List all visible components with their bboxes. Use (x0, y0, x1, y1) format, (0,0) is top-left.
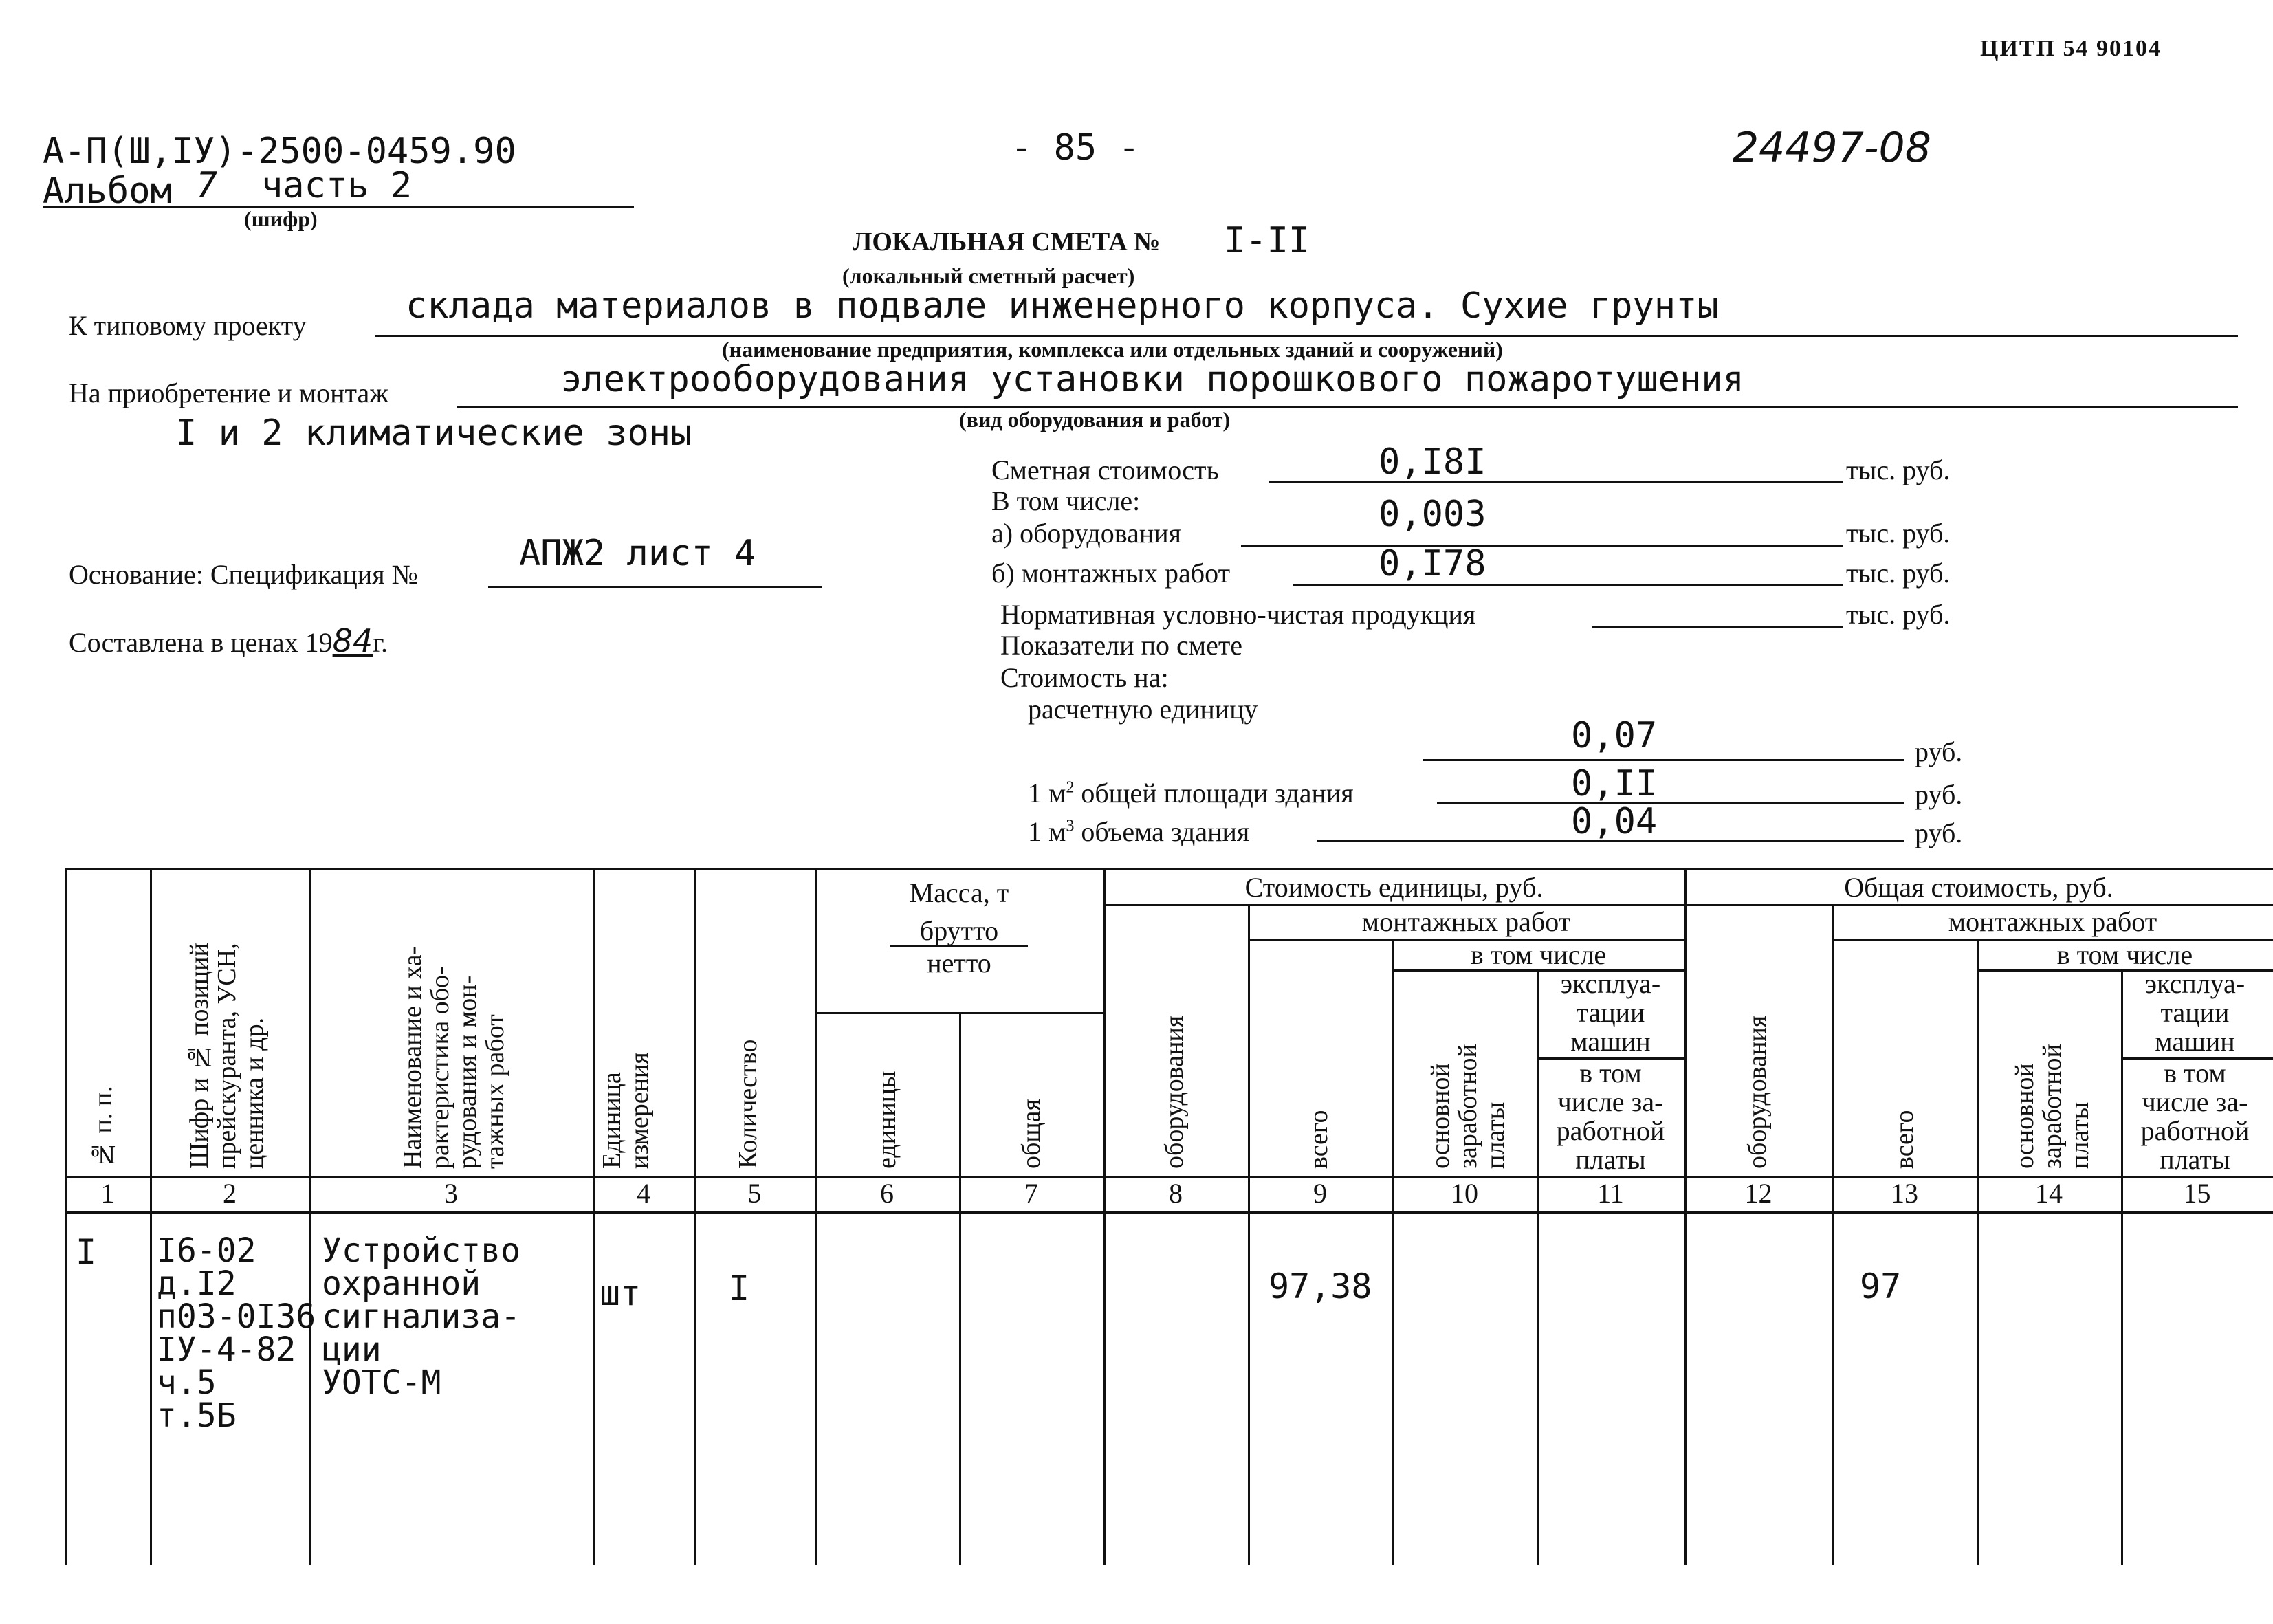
volume-label-pre: 1 м (1028, 816, 1066, 847)
header-total-base-salary: основной заработной платы (2010, 1044, 2094, 1169)
header-unit-equipment: оборудования (1160, 1015, 1189, 1169)
header-code: Шифр и № позиций прейскуранта, УСН, ценника и др. (185, 943, 269, 1169)
row-unit: шт (600, 1273, 641, 1313)
area-label (1028, 777, 1354, 809)
document-code-top-right: ЦИТП 54 90104 (1980, 36, 2162, 61)
estimate-cost-label: Сметная стоимость (991, 454, 1219, 485)
area-rub: руб. (1915, 779, 1963, 810)
header-total-install: монтажных работ (1948, 906, 2157, 937)
calc-unit-label: расчетную единицу (1028, 694, 1258, 725)
row-num: I (76, 1232, 97, 1272)
header-unit-machines: эксплуа- тации машин (1560, 968, 1661, 1057)
header-mass-total: общая (1017, 1099, 1046, 1169)
estimate-cost-value: 0,I8I (1379, 441, 1486, 483)
column-number: 11 (1597, 1178, 1624, 1209)
purchase-value: электрооборудования установки порошкового пожаротушения (560, 359, 1744, 400)
install-cost-unit: тыс. руб. (1846, 558, 1951, 589)
column-number: 1 (100, 1178, 115, 1209)
project-caption: (наименование предприятия, комплекса или отдельных зданий и сооружений) (722, 337, 1503, 362)
header-unit: Единица измерения (597, 1052, 654, 1169)
area-label-sup: 2 (1066, 778, 1075, 797)
column-number: 7 (1024, 1178, 1038, 1209)
column-number: 9 (1313, 1178, 1327, 1209)
header-name: Наименование и ха- рактеристика обо- рудования и мон- тажных работ (398, 945, 509, 1169)
purchase-label: На приобретение и монтаж (69, 377, 388, 408)
header-unit-cost: Стоимость единицы, руб. (1244, 872, 1544, 903)
header-total-machines-incl: в том числе за- работной платы (2140, 1057, 2250, 1175)
calc-unit-value: 0,07 (1571, 715, 1658, 756)
page-number: - 85 - (1011, 127, 1140, 168)
install-cost-label: б) монтажных работ (991, 558, 1231, 589)
normative-label: Нормативная условно-чистая продукция (1000, 599, 1476, 630)
header-unit-total: всего (1304, 1110, 1333, 1169)
calc-unit-rub: руб. (1915, 736, 1963, 767)
header-total-including: в том числе (2056, 939, 2193, 970)
install-cost-value: 0,I78 (1379, 543, 1486, 584)
estimate-subtitle: (локальный сметный расчет) (842, 263, 1135, 288)
estimate-title: ЛОКАЛЬНАЯ СМЕТА № (853, 228, 1161, 256)
header-unit-including: в том числе (1470, 939, 1607, 970)
equipment-cost-unit: тыс. руб. (1846, 518, 1951, 549)
header-unit-base-salary: основной заработной платы (1426, 1044, 1510, 1169)
column-number: 12 (1744, 1178, 1772, 1209)
document-code: А-П(Ш,IУ)-2500-0459.90 (43, 131, 516, 172)
project-label: К типовому проекту (69, 310, 307, 341)
header-total-total: всего (1890, 1110, 1919, 1169)
volume-value: 0,04 (1571, 801, 1658, 842)
area-value: 0,II (1571, 763, 1658, 804)
volume-label-post: объема здания (1081, 816, 1250, 847)
column-number: 2 (223, 1178, 237, 1209)
estimate-cost-unit: тыс. руб. (1846, 454, 1951, 485)
header-mass-net: нетто (927, 947, 991, 978)
album-part: часть 2 (261, 165, 413, 206)
project-value: склада материалов в подвале инженерного корпуса. Сухие грунты (406, 285, 1719, 327)
purchase-value-line2: I и 2 климатические зоны (175, 413, 692, 454)
row-qty: I (729, 1269, 750, 1308)
equipment-cost-label: а) оборудования (991, 518, 1182, 549)
equipment-cost-value: 0,003 (1379, 494, 1486, 535)
row-code: I6-02 д.I2 п03-0I36 IУ-4-82 ч.5 т.5Б (157, 1231, 316, 1435)
handwritten-number: 24497-08 (1733, 124, 1931, 172)
including-label: В том числе: (991, 485, 1141, 516)
column-number: 6 (880, 1178, 894, 1209)
header-total-machines: эксплуа- тации машин (2144, 968, 2245, 1057)
column-number: 4 (637, 1178, 650, 1209)
album-number: 7 (196, 165, 218, 206)
prices-year: 84 (332, 622, 373, 659)
header-mass: Масса, т (909, 877, 1009, 908)
column-number: 8 (1169, 1178, 1183, 1209)
prices-label (69, 622, 388, 659)
header-qty: Количество (734, 1039, 762, 1169)
prices-label-post: г. (373, 627, 388, 658)
estimate-number: I-II (1224, 220, 1310, 261)
area-label-pre: 1 м (1028, 778, 1066, 809)
row-unit-install-total: 97,38 (1269, 1266, 1372, 1306)
normative-unit: тыс. руб. (1846, 599, 1951, 630)
column-number: 15 (2183, 1178, 2211, 1209)
column-number: 5 (747, 1178, 762, 1209)
header-total-cost: Общая стоимость, руб. (1844, 872, 2113, 903)
header-num: № п. п. (89, 1086, 118, 1169)
header-unit-install: монтажных работ (1361, 906, 1571, 937)
indicators-label: Показатели по смете (1000, 630, 1243, 661)
prices-label-pre: Составлена в ценах 19 (69, 627, 333, 658)
basis-label: Основание: Спецификация № (69, 559, 418, 590)
column-number: 13 (1891, 1178, 1918, 1209)
header-unit-machines-incl: в том числе за- работной платы (1556, 1057, 1665, 1175)
row-name: Устройство охранной сигнализа- ции УОТС-М (322, 1231, 520, 1402)
header-mass-gross: брутто (890, 917, 1028, 947)
volume-label (1028, 815, 1249, 848)
basis-value: АПЖ2 лист 4 (519, 533, 756, 574)
column-number: 10 (1451, 1178, 1478, 1209)
header-total-equipment: оборудования (1743, 1015, 1772, 1169)
cipher-caption: (шифр) (244, 206, 318, 231)
column-number: 3 (444, 1178, 458, 1209)
cost-on-label: Стоимость на: (1000, 662, 1169, 693)
area-label-post: общей площади здания (1081, 778, 1354, 809)
row-total-install-total: 97 (1860, 1266, 1902, 1306)
volume-label-sup: 3 (1066, 817, 1075, 835)
header-mass-unit: единицы (872, 1071, 901, 1169)
volume-rub: руб. (1915, 818, 1963, 848)
column-number: 14 (2035, 1178, 2063, 1209)
album-prefix: Альбом (43, 171, 172, 212)
purchase-caption: (вид оборудования и работ) (959, 407, 1231, 432)
